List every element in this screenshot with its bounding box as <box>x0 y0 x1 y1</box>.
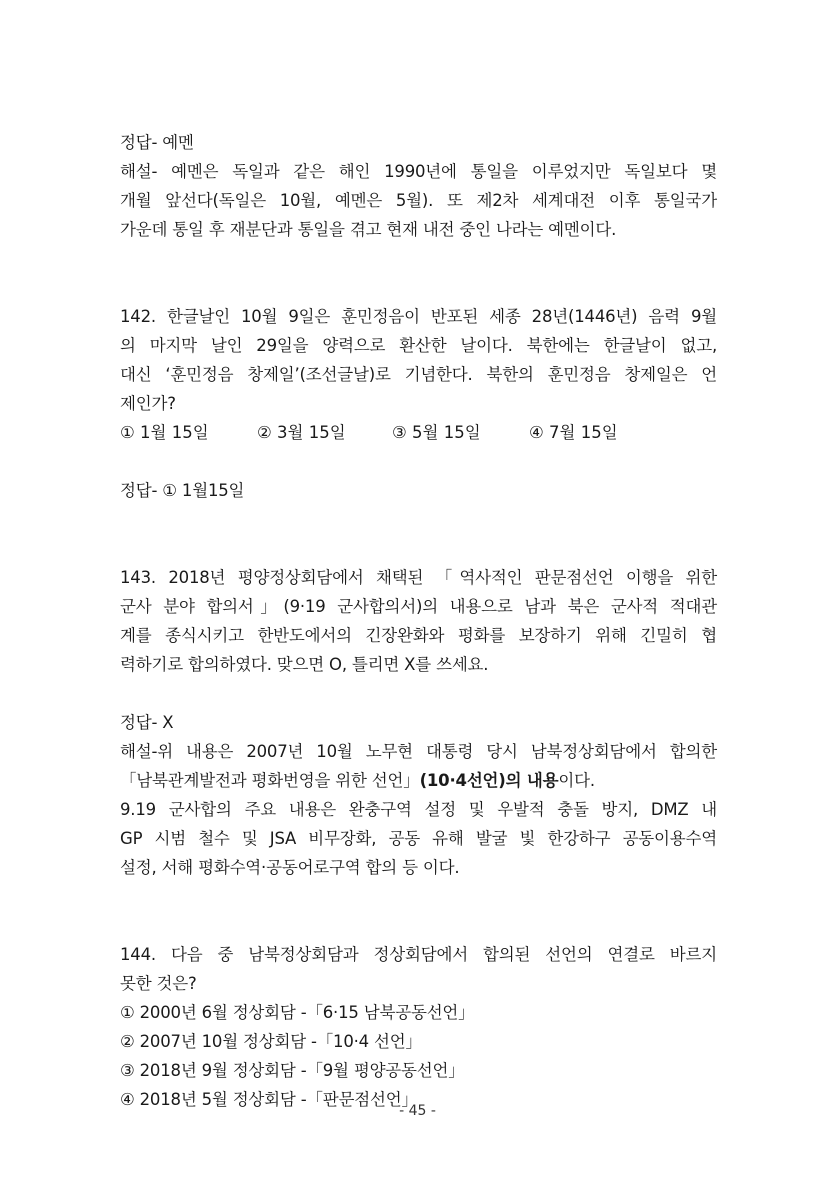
question-142-choices <box>120 418 717 447</box>
explanation-143-line <box>120 766 717 795</box>
question-142-line: 제인가? <box>120 394 176 413</box>
explanation-line: 가운데 통일 후 재분단과 통일을 겪고 현재 내전 중인 나라는 예멘이다. <box>120 220 617 239</box>
choice-1: ① 2000년 6월 정상회담 -「6·15 남북공동선언」 <box>120 1003 475 1022</box>
choice-3: ③ 5월 15일 <box>392 423 481 442</box>
choice-4: ④ 2018년 5월 정상회담 -「판문점선언」 <box>120 1090 418 1109</box>
explanation-end: 이다. <box>558 771 595 790</box>
answer-142: 정답- ① 1월15일 <box>120 481 245 500</box>
question-143-line: 군사 분야 합의서」(9·19 군사합의서)의 내용으로 남과 북은 군사적 적대관 <box>120 597 717 616</box>
question-143-line: 143. 2018년 평양정상회담에서 채택된 「역사적인 판문점선언 이행을 위한 <box>120 568 717 587</box>
question-144-line: 144. 다음 중 남북정상회담과 정상회담에서 합의된 선언의 연결로 바르지 <box>120 945 717 964</box>
choice-4: ④ 7월 15일 <box>529 423 618 442</box>
explanation-143-line: 9.19 군사합의 주요 내용은 완충구역 설정 및 우발적 충돌 방지, DMZ 내 <box>120 800 717 819</box>
answer-143: 정답- X <box>120 713 174 732</box>
answer-line: 정답- 예멘 <box>120 133 194 152</box>
question-142-line: 의 마지막 날인 29일을 양력으로 환산한 날이다. 북한에는 한글날이 없고, <box>120 336 717 355</box>
declaration-name: 「남북관계발전과 평화번영을 위한 선언」 <box>120 771 420 790</box>
question-142-line: 142. 한글날인 10월 9일은 훈민정음이 반포된 세종 28년(1446년) 음력 9월 <box>120 307 717 326</box>
choice-2: ② 2007년 10월 정상회담 -「10·4 선언」 <box>120 1032 422 1051</box>
question-142-line: 대신 ‘훈민정음 창제일’(조선글날)로 기념한다. 북한의 훈민정음 창제일은 언 <box>120 365 717 384</box>
choice-2: ② 3월 15일 <box>257 423 346 442</box>
question-143-line: 계를 종식시키고 한반도에서의 긴장완화와 평화를 보장하기 위해 긴밀히 협 <box>120 626 717 645</box>
document-page <box>120 128 717 1114</box>
explanation-line: 개월 앞선다(독일은 10월, 예멘은 5월). 또 제2차 세계대전 이후 통일국가 <box>120 191 717 210</box>
explanation-143-line: GP 시범 철수 및 JSA 비무장화, 공동 유해 발굴 빛 한강하구 공동이용수역 <box>120 829 717 848</box>
page-number: - 45 - <box>399 1103 436 1119</box>
explanation-143-line: 해설-위 내용은 2007년 10월 노무현 대통령 당시 남북정상회담에서 합의한 <box>120 742 717 761</box>
explanation-143-line: 설정, 서해 평화수역·공동어로구역 합의 등 이다. <box>120 858 460 877</box>
choice-1: ① 1월 15일 <box>120 423 209 442</box>
question-144-line: 못한 것은? <box>120 974 197 993</box>
question-143-line: 력하기로 합의하였다. 맞으면 O, 틀리면 X를 쓰세요. <box>120 655 489 674</box>
choice-3: ③ 2018년 9월 정상회담 -「9월 평양공동선언」 <box>120 1061 465 1080</box>
explanation-line: 해설- 예멘은 독일과 같은 해인 1990년에 통일을 이루었지만 독일보다 몇 <box>120 162 717 181</box>
declaration-highlight: (10·4선언)의 내용 <box>419 771 559 790</box>
